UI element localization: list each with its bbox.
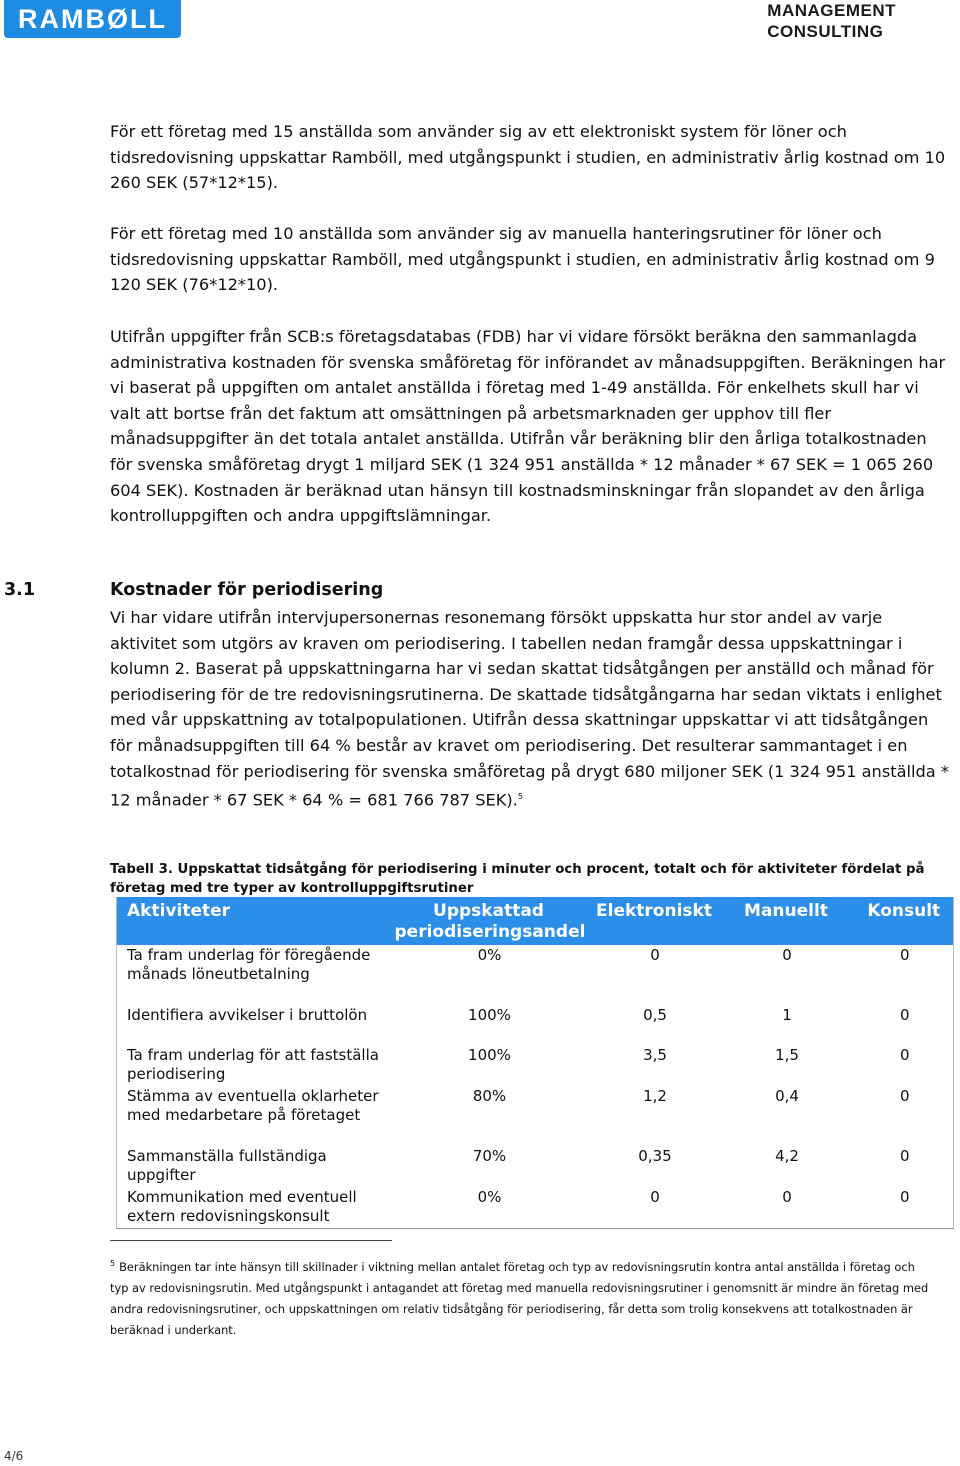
cell-activity: Stämma av eventuella oklarheter med medarbetare på företaget (127, 1086, 379, 1125)
section-number: 3.1 (4, 580, 36, 600)
cell-konsult: 0 (899, 1187, 910, 1206)
cell-share: 100% (468, 1006, 511, 1024)
cell-manuellt: 0 (782, 1187, 792, 1206)
cell-share: 80% (472, 1086, 507, 1105)
table-row (117, 1086, 954, 1146)
table-row (117, 1045, 954, 1086)
paragraph-electronic-cost: För ett företag med 15 anställda som använder sig av ett elektroniskt system för löner och tidsredovisning uppskattar Ramböll, med utgångspunkt i studien, en administrativ årlig kostnad om 10 260 SEK (57*12*15). (110, 122, 946, 193)
footnote-number: 5 (110, 1259, 116, 1268)
header-konsult: Konsult (849, 897, 954, 945)
cell-manuellt: 0 (782, 946, 792, 964)
table-row (117, 1005, 954, 1045)
table-header-row (117, 897, 954, 945)
cell-activity: Kommunikation med eventuell extern redovisningskonsult (127, 1187, 357, 1226)
cell-konsult: 0 (899, 1046, 910, 1064)
page-number: 4/6 (4, 1449, 24, 1463)
header-aktiviteter: Aktiviteter (117, 897, 387, 945)
cell-share: 70% (472, 1146, 507, 1165)
logo-text: RAMBØLL (18, 3, 167, 34)
cell-activity: Ta fram underlag för föregående månads löneutbetalning (127, 946, 371, 984)
footnote-text: Beräkningen tar inte hänsyn till skillnader i viktning mellan antalet företag och typ av redovisningsrutin kontra antal anställda i företag och typ av redovisningsrutin. Med utgångspunkt i antagandet att företag med manuella redovisningsrutiner i genomsnitt är mindre än företag med andra redovisningsrutiner, och uppskattningen om relativ tidsåtgång för periodisering, får detta som trolig konsekvens att totalkostnaden är beräknad i underkant. (110, 1259, 929, 1338)
table-row (117, 1146, 954, 1187)
cell-activity: Ta fram underlag för att fastställa periodisering (127, 1046, 379, 1084)
cell-konsult: 0 (899, 1086, 910, 1105)
header-andel: Uppskattad periodiseringsandel (387, 897, 585, 945)
paragraph-total-cost: Utifrån uppgifter från SCB:s företagsdatabas (FDB) har vi vidare försökt beräkna den sammanlagda administrativa kostnaden för svenska småföretag för införandet av månadsuppgiften. Beräkningen har vi baserat på uppgiften om antalet anställda i företag med 1-49 anställda. För enkelhets skull har vi valt att bortse från det faktum att omsättningen på arbetsmarknaden ger upphov till fler månadsuppgifter än det totala antalet anställda. Utifrån vår beräkning blir den årliga totalkostnaden för svenska småföretag drygt 1 miljard SEK (1 324 951 anställda * 12 månader * 67 SEK = 1 065 260 604 SEK). Kostnaden är beräknad utan hänsyn till kostnadsminskningar från slopandet av den årliga kontrolluppgiften och andra uppgiftslämningar. (110, 327, 946, 526)
table-caption: Tabell 3. Uppskattat tidsåtgång för periodisering i minuter och procent, totalt och för aktiviteter fördelat på företag med tre typer av kontrolluppgiftsrutiner (110, 862, 925, 896)
section-body-text: Vi har vidare utifrån intervjupersonernas resonemang försökt uppskatta hur stor andel av varje aktivitet som utgörs av kraven om periodisering. I tabellen nedan framgår dessa uppskattningar i kolumn 2. Baserat på uppskattningarna har vi sedan skattat tidsåtgången per anställd och månad för periodisering för de tre redovisningsrutinerna. De skattade tidsåtgångarna har sedan viktats i enlighet med vår uppskattning av totalpopulationen. Utifrån dessa skattningar uppskattar vi att tidsåtgången för månadsuppgiften till 64 % består av kravet om periodisering. Det resulterar sammantaget i en totalkostnad för periodisering för svenska småföretag på drygt 680 miljoner SEK (1 324 951 anställda * 12 månader * 67 SEK * 64 % = 681 766 787 SEK). (110, 608, 949, 810)
cell-manuellt: 4,2 (775, 1146, 799, 1165)
cell-konsult: 0 (899, 946, 910, 964)
paragraph-manual-cost: För ett företag med 10 anställda som använder sig av manuella hanteringsrutiner för löner och tidsredovisning uppskattar Ramböll, med utgångspunkt i studien, en administrativ årlig kostnad om 9 120 SEK (76*12*10). (110, 224, 935, 295)
cell-manuellt: 0,4 (775, 1086, 799, 1105)
table-row (117, 1187, 954, 1229)
cell-activity: Identifiera avvikelser i bruttolön (127, 1006, 368, 1024)
cell-elektroniskt: 0 (650, 1187, 660, 1206)
cell-elektroniskt: 0,35 (638, 1146, 672, 1165)
footnote-separator (110, 1240, 392, 1241)
cell-activity: Sammanställa fullständiga uppgifter (127, 1146, 327, 1185)
unit-line-2: CONSULTING (767, 22, 884, 41)
cell-share: 100% (468, 1046, 511, 1064)
periodisering-table (116, 897, 954, 1229)
section-title: Kostnader för periodisering (110, 580, 384, 600)
cell-manuellt: 1 (782, 1006, 792, 1024)
cell-elektroniskt: 3,5 (643, 1046, 667, 1064)
ramboll-logo (4, 0, 181, 38)
cell-elektroniskt: 1,2 (643, 1086, 667, 1105)
unit-line-1: MANAGEMENT (767, 1, 896, 20)
header-elektroniskt: Elektroniskt (585, 897, 718, 945)
business-unit-label (767, 0, 896, 42)
section-body (110, 605, 950, 813)
cell-share: 0% (477, 946, 502, 964)
cell-elektroniskt: 0,5 (643, 1006, 667, 1024)
cell-manuellt: 1,5 (775, 1046, 799, 1064)
cell-konsult: 0 (899, 1146, 910, 1165)
footnote-reference: 5 (517, 792, 523, 802)
footnote (110, 1253, 930, 1342)
cell-elektroniskt: 0 (650, 946, 660, 964)
cell-konsult: 0 (899, 1006, 910, 1024)
cell-share: 0% (477, 1187, 502, 1206)
header-manuellt: Manuellt (718, 897, 849, 945)
table-row (117, 945, 954, 1005)
